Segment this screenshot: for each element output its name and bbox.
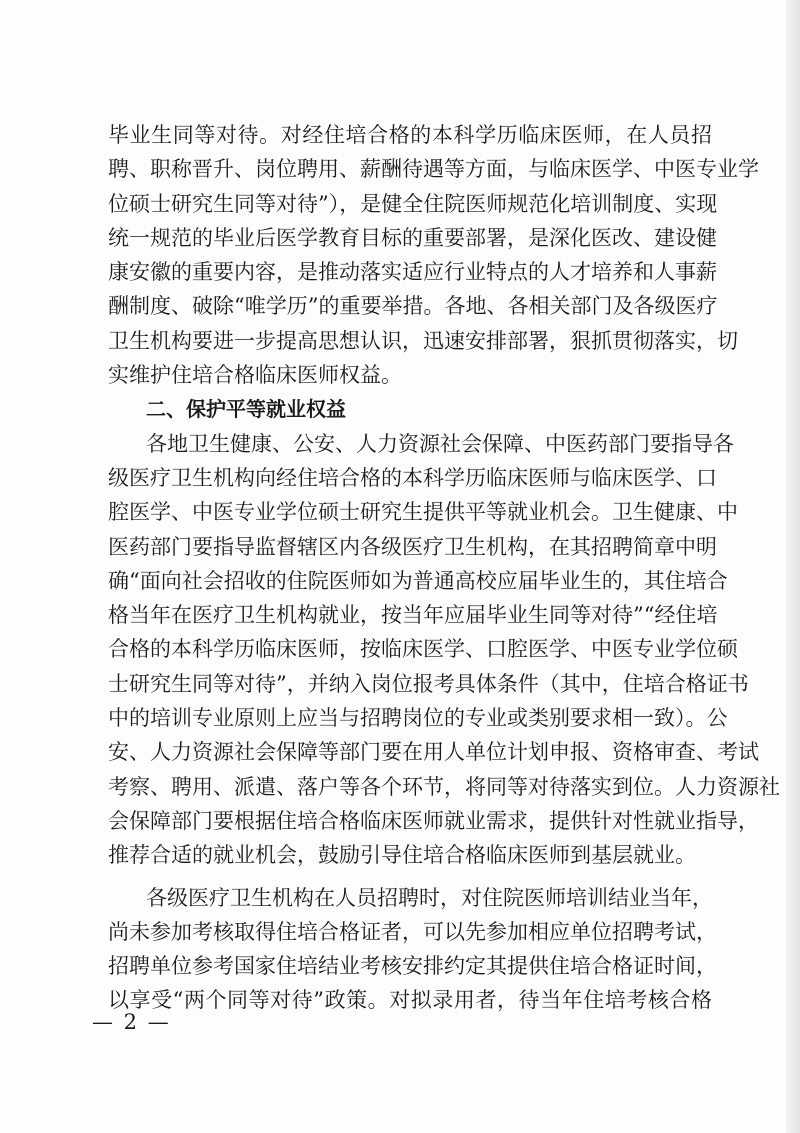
text-line: 酬制度、破除“唯学历”的重要举措。各地、各相关部门及各级医疗 <box>108 294 718 319</box>
text-line: 尚未参加考核取得住培合格证者，可以先参加相应单位招聘考试， <box>108 919 717 944</box>
text-line: 位硕士研究生同等对待”），是健全住院医师规范化培训制度、实现 <box>108 191 718 216</box>
text-line: 各地卫生健康、公安、人力资源社会保障、中医药部门要指导各 <box>146 431 734 456</box>
text-line: 中的培训专业原则上应当与招聘岗位的专业或类别要求相一致）。公 <box>108 706 728 731</box>
text-line: 腔医学、中医专业学位硕士研究生提供平等就业机会。卫生健康、中 <box>108 500 738 525</box>
text-line: 格当年在医疗卫生机构就业，按当年应届毕业生同等对待”“经住培 <box>108 603 718 628</box>
text-line: 实维护住培合格临床医师权益。 <box>108 363 402 388</box>
text-line: 考察、聘用、派遣、落户等各个环节，将同等对待落实到位。人力资源社 <box>108 774 780 799</box>
text-line: 推荐合适的就业机会，鼓励引导住培合格临床医师到基层就业。 <box>108 843 696 868</box>
text-line: 合格的本科学历临床医师，按临床医学、口腔医学、中医专业学位硕 <box>108 637 738 662</box>
paragraph-2 <box>108 427 780 873</box>
text-line: 康安徽的重要内容，是推动落实适应行业特点的人才培养和人事薪 <box>108 260 717 285</box>
paragraph-3 <box>108 881 717 1018</box>
section-heading: 二、保护平等就业权益 <box>146 397 346 422</box>
text-line: 招聘单位参考国家住培结业考核安排约定其提供住培合格证时间， <box>108 954 717 979</box>
text-line: 会保障部门要根据住培合格临床医师就业需求，提供针对性就业指导， <box>108 808 759 833</box>
text-line: 级医疗卫生机构向经住培合格的本科学历临床医师与临床医学、口 <box>108 465 717 490</box>
text-line: 毕业生同等对待。对经住培合格的本科学历临床医师，在人员招 <box>108 123 712 147</box>
page-edge-shadow <box>786 0 800 1133</box>
document-body <box>108 118 780 1018</box>
text-line: 各级医疗卫生机构在人员招聘时，对住院医师培训结业当年， <box>146 885 713 910</box>
text-line: 确“面向社会招收的住院医师如为普通高校应届毕业生的，其住培合 <box>108 568 728 593</box>
text-line: 统一规范的毕业后医学教育目标的重要部署，是深化医改、建设健 <box>108 225 717 250</box>
page-number: — 2 — <box>92 1010 171 1034</box>
text-line: 士研究生同等对待”，并纳入岗位报考具体条件（其中，住培合格证书 <box>108 671 749 696</box>
text-line: 医药部门要指导监督辖区内各级医疗卫生机构，在其招聘简章中明 <box>108 534 717 559</box>
text-line: 卫生机构要进一步提高思想认识，迅速安排部署，狠抓贯彻落实，切 <box>108 328 738 353</box>
text-line: 以享受“两个同等对待”政策。对拟录用者，待当年住培考核合格 <box>108 988 712 1013</box>
paragraph-1 <box>108 118 759 392</box>
text-line: 聘、职称晋升、岗位聘用、薪酬待遇等方面，与临床医学、中医专业学 <box>108 157 759 182</box>
text-line: 安、人力资源社会保障等部门要在用人单位计划申报、资格审查、考试 <box>108 740 759 765</box>
